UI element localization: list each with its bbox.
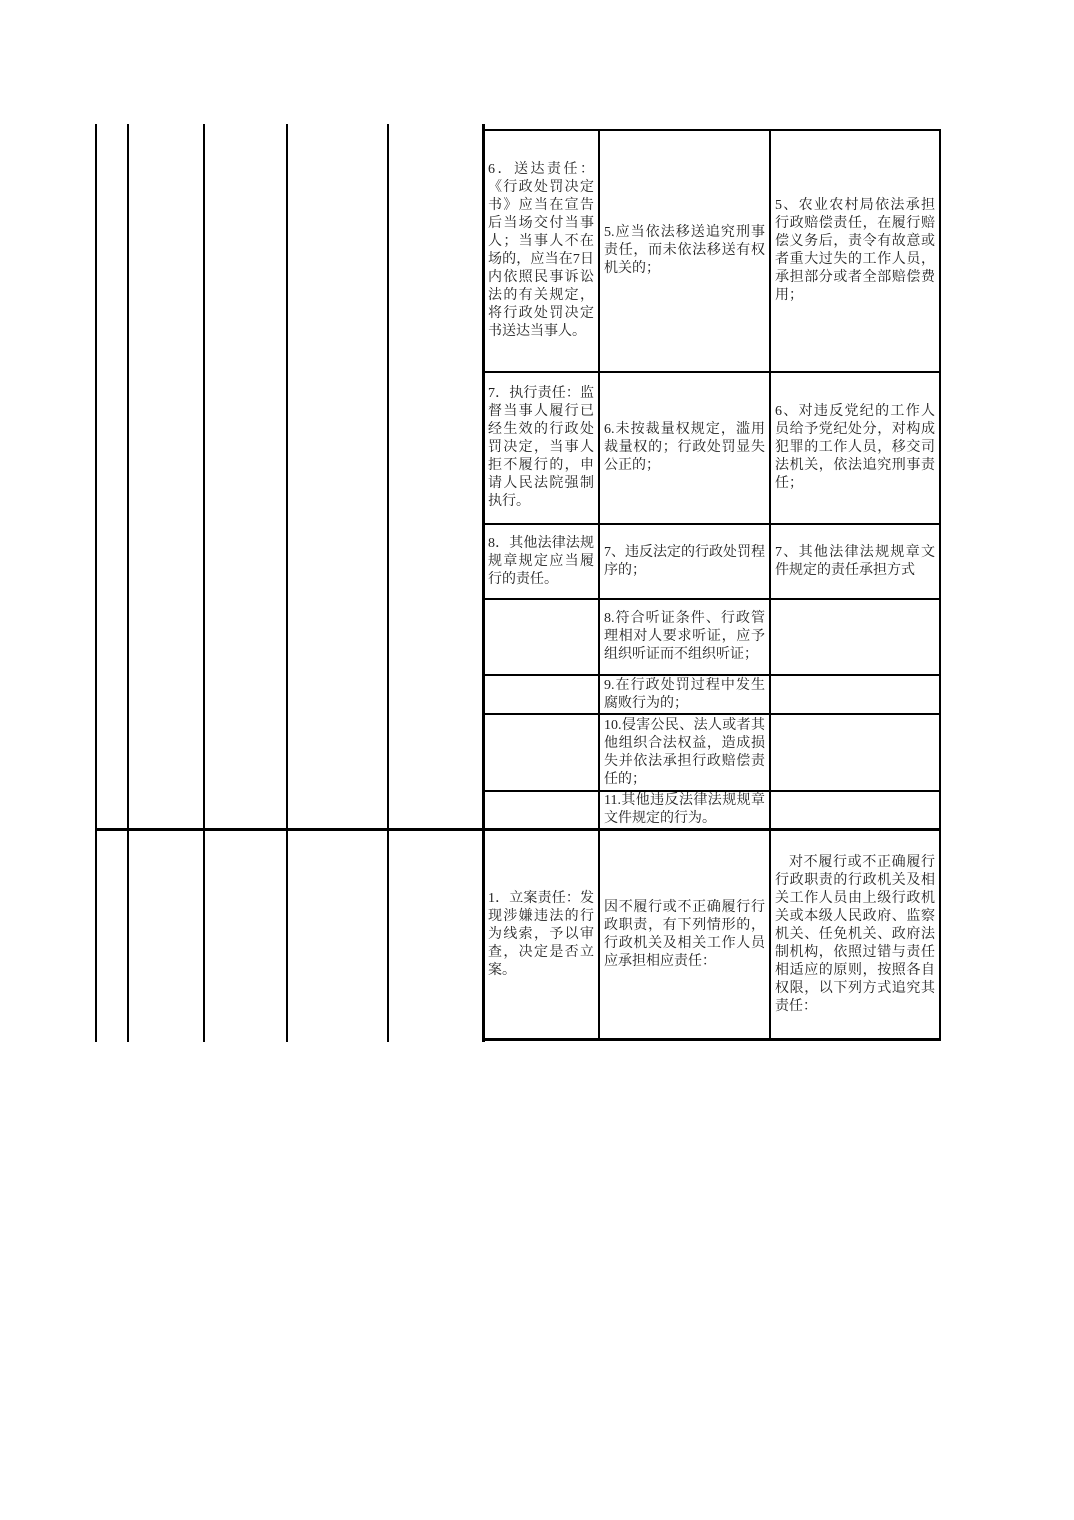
table-grid-line-vertical [286,124,288,1042]
duty-cell-row3: 8．其他法律法规规章规定应当履行的责任。 [488,535,594,587]
duty-cell-row1: 6．送达责任：《行政处罚决定书》应当在宣告后当场交付当事人；当事人不在场的，应当在7日内依照民事诉讼法的有关规定，将行政处罚决定书送达当事人。 [488,162,594,339]
table-grid-line-vertical [127,124,129,1042]
table-grid-line-vertical [203,124,205,1042]
table-grid-line-horizontal-bottom [482,1038,941,1041]
accountability-cell-row3: 7、其他法律法规规章文件规定的责任承担方式 [775,544,935,578]
violation-cell-row5: 9.在行政处罚过程中发生腐败行为的； [604,677,765,711]
violation-cell-row6: 10.侵害公民、法人或者其他组织合法权益，造成损失并依法承担行政赔偿责任的； [604,717,765,787]
table-grid-line-vertical [939,129,941,1041]
violation-cell-row1: 5.应当依法移送追究刑事责任，而未依法移送有权机关的； [604,225,765,276]
table-grid-line-vertical [95,124,97,1042]
accountability-cell-row1: 5、农业农村局依法承担行政赔偿责任，在履行赔偿义务后，责令有故意或者重大过失的工作人员，承担部分或者全部赔偿费用； [775,198,935,303]
accountability-cell-intro: 对不履行或不正确履行行政职责的行政机关及相关工作人员由上级行政机关或本级人民政府、监察机关、任免机关、政府法制机构，依照过错与责任相适应的原则，按照各自权限，以下列方式追究其责任： [775,854,935,1014]
violation-cell-row7: 11.其他违反法律法规规章文件规定的行为。 [604,793,765,826]
violation-cell-row4: 8.符合听证条件、行政管理相对人要求听证，应予组织听证而不组织听证； [604,611,765,662]
violation-cell-row2: 6.未按裁量权规定，滥用裁量权的；行政处罚显失公正的； [604,422,765,473]
violation-cell-row3: 7、违反法定的行政处罚程序的； [604,544,765,578]
table-grid-line-vertical [387,124,389,1042]
duty-cell-filing: 1．立案责任：发现涉嫌违法的行为线索，予以审查，决定是否立案。 [488,890,594,978]
violation-cell-intro: 因不履行或不正确履行行政职责，有下列情形的，行政机关及相关工作人员应承担相应责任： [604,899,765,969]
accountability-cell-row2: 6、对违反党纪的工作人员给予党纪处分，对构成犯罪的工作人员，移交司法机关，依法追究刑事责任； [775,404,935,491]
duty-cell-row2: 7．执行责任：监督当事人履行已经生效的行政处罚决定，当事人拒不履行的，申请人民法院强制执行。 [488,386,594,509]
